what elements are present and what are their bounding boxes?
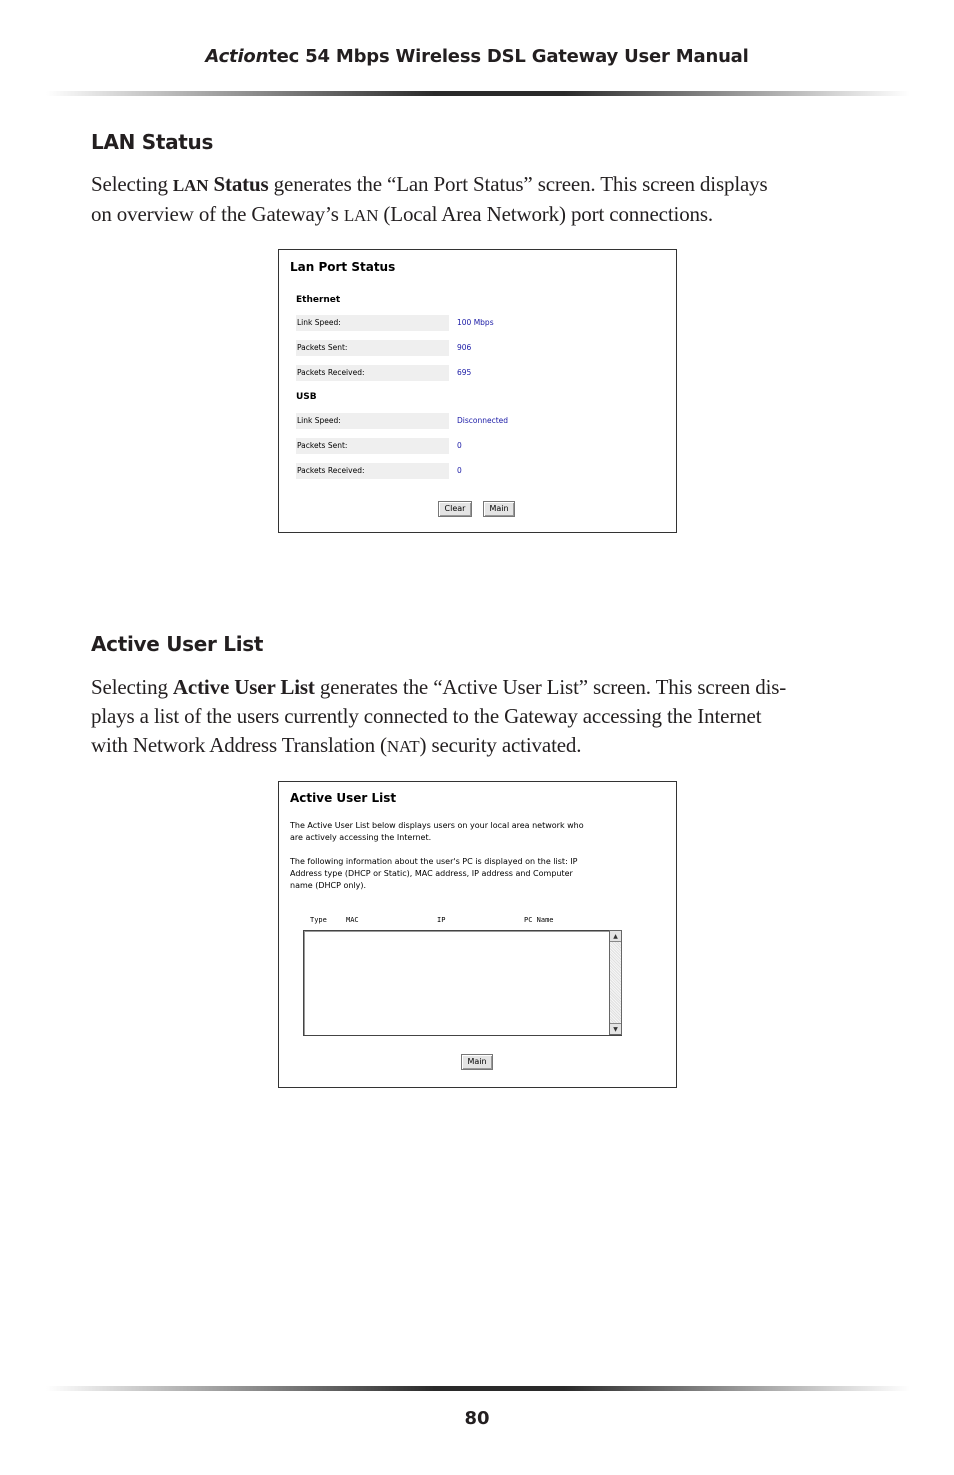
lan-para-line-2: on overview of the Gateway’s LAN (Local Area Network) port connections. <box>91 202 714 226</box>
aul-description-2: The following information about the user's PC is displayed on the list: IP Address type (DHCP or Static), MAC address, IP address and Computer name (DHCP only). <box>290 857 578 890</box>
header-title-text: tec 54 Mbps Wireless DSL Gateway User Manual <box>268 46 749 67</box>
lan-status-heading: LAN Status <box>91 130 214 154</box>
eth-packets-received-label: Packets Received: <box>296 365 449 381</box>
column-header-type: Type <box>310 916 327 924</box>
aul-para-line-1: Selecting Active User List generates the “Active User List” screen. This screen dis- <box>91 675 787 699</box>
usb-packets-sent-value: 0 <box>457 441 462 450</box>
eth-link-speed-value: 100 Mbps <box>457 318 494 327</box>
main-button[interactable]: Main <box>483 501 515 517</box>
aul-para-line-3: with Network Address Translation (NAT) security activated. <box>91 733 582 757</box>
usb-link-speed-label: Link Speed: <box>296 413 449 429</box>
main-button[interactable]: Main <box>461 1054 493 1070</box>
active-user-list-heading: Active User List <box>91 632 264 656</box>
column-header-mac: MAC <box>346 916 359 924</box>
eth-packets-sent-label: Packets Sent: <box>296 340 449 356</box>
column-header-ip: IP <box>437 916 446 924</box>
active-user-listbox[interactable] <box>303 930 622 1036</box>
scroll-down-arrow-icon[interactable]: ▼ <box>610 1023 621 1034</box>
usb-subtitle: USB <box>296 392 317 402</box>
column-header-pc-name: PC Name <box>524 916 554 924</box>
listbox-scrollbar[interactable] <box>609 930 622 1035</box>
active-user-list-paragraph <box>91 673 851 761</box>
ethernet-subtitle: Ethernet <box>296 295 341 305</box>
aul-para-line-2: plays a list of the users currently connected to the Gateway accessing the Internet <box>91 704 762 728</box>
lan-port-status-title: Lan Port Status <box>290 260 396 274</box>
eth-link-speed-label: Link Speed: <box>296 315 449 331</box>
scroll-up-arrow-icon[interactable]: ▲ <box>610 931 621 942</box>
usb-link-speed-value: Disconnected <box>457 416 509 425</box>
eth-packets-sent-value: 906 <box>457 343 472 352</box>
active-user-list-screenshot <box>278 781 677 1088</box>
lan-port-status-screenshot <box>278 249 677 533</box>
running-header <box>0 46 954 67</box>
usb-packets-sent-label: Packets Sent: <box>296 438 449 454</box>
aul-description-1: The Active User List below displays users on your local area network who are actively accessing the Internet. <box>290 821 584 842</box>
usb-packets-received-label: Packets Received: <box>296 463 449 479</box>
usb-packets-received-value: 0 <box>457 466 462 475</box>
header-brand-italic: Action <box>205 46 269 67</box>
page-number: 80 <box>464 1408 490 1429</box>
header-rule <box>46 91 910 96</box>
eth-packets-received-value: 695 <box>457 368 472 377</box>
clear-button[interactable]: Clear <box>438 501 472 517</box>
lan-para-line-1: Selecting LAN Status generates the “Lan Port Status” screen. This screen displays <box>91 172 768 196</box>
footer-rule <box>46 1386 910 1391</box>
lan-status-paragraph <box>91 170 851 230</box>
active-user-list-title: Active User List <box>290 791 397 805</box>
